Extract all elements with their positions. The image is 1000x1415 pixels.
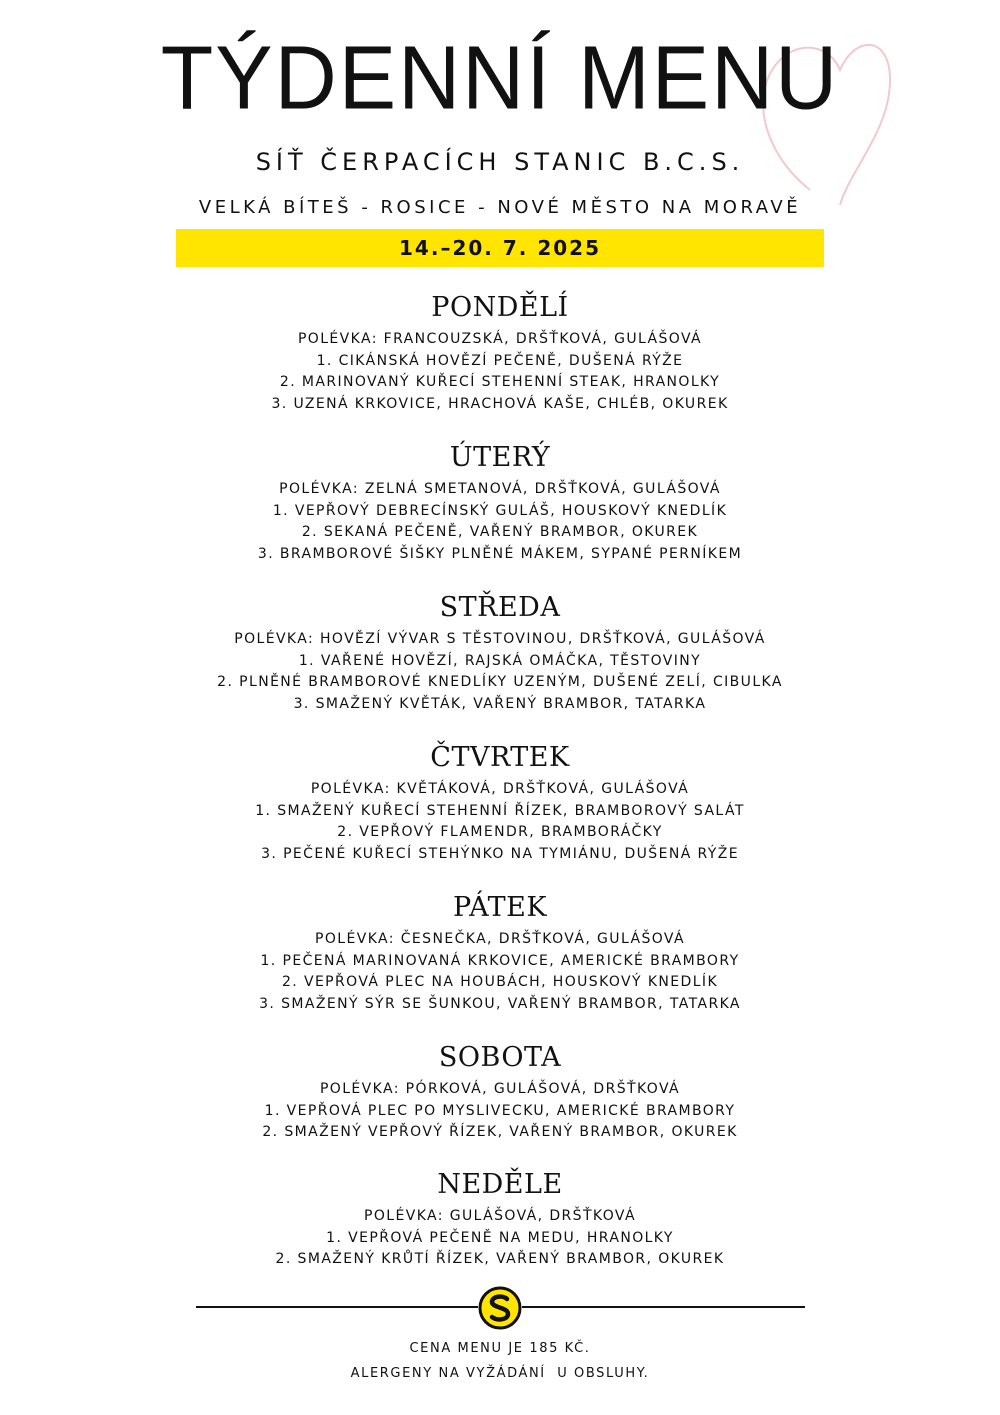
day-section-monday bbox=[0, 291, 1000, 416]
menu-line: 2. SMAŽENÝ VEPŘOVÝ ŘÍZEK, VAŘENÝ BRAMBOR, OKUREK bbox=[262, 1124, 738, 1141]
day-name: NEDĚLE bbox=[437, 1169, 563, 1200]
menu-line: 2. SEKANÁ PEČENĚ, VAŘENÝ BRAMBOR, OKUREK bbox=[301, 524, 699, 541]
allergens-note: ALERGENY NA VYŽÁDÁNÍ U OBSLUHY. bbox=[350, 1366, 650, 1381]
menu-line: 3. SMAŽENÝ SÝR SE ŠUNKOU, VAŘENÝ BRAMBOR, TATARKA bbox=[259, 996, 741, 1013]
menu-line: 1. VEPŘOVÁ PEČENĚ NA MEDU, HRANOLKY bbox=[326, 1229, 674, 1246]
day-section-friday bbox=[0, 891, 1000, 1016]
menu-line: 3. BRAMBOROVÉ ŠIŠKY PLNĚNÉ MÁKEM, SYPANÉ PERNÍKEM bbox=[257, 546, 743, 563]
menu-line: 1. PEČENÁ MARINOVANÁ KRKOVICE, AMERICKÉ BRAMBORY bbox=[260, 952, 740, 969]
day-name: ČTVRTEK bbox=[430, 742, 570, 773]
footer-divider-right bbox=[522, 1306, 805, 1308]
menu-line: 1. SMAŽENÝ KUŘECÍ STEHENNÍ ŘÍZEK, BRAMBOROVÝ SALÁT bbox=[255, 802, 745, 819]
footer-divider-left bbox=[196, 1306, 478, 1308]
menu-line: 1. VEPŘOVÁ PLEC PO MYSLIVECKU, AMERICKÉ BRAMBORY bbox=[264, 1102, 736, 1119]
menu-line: 1. CIKÁNSKÁ HOVĚZÍ PEČENĚ, DUŠENÁ RÝŽE bbox=[316, 352, 684, 369]
day-name: PÁTEK bbox=[452, 892, 548, 923]
menu-line: POLÉVKA: HOVĚZÍ VÝVAR S TĚSTOVINOU, DRŠŤKOVÁ, GULÁŠOVÁ bbox=[234, 631, 766, 647]
day-name: PONDĚLÍ bbox=[431, 292, 569, 323]
day-name: SOBOTA bbox=[438, 1042, 562, 1073]
day-name: STŘEDA bbox=[439, 592, 561, 623]
menu-line: 3. PEČENÉ KUŘECÍ STEHÝNKO NA TYMIÁNU, DUŠENÁ RÝŽE bbox=[261, 846, 739, 863]
day-section-tuesday bbox=[0, 441, 1000, 566]
page-subtitle: SÍŤ ČERPACÍCH STANIC B.C.S. bbox=[255, 148, 745, 176]
menu-line: POLÉVKA: ČESNEČKA, DRŠŤKOVÁ, GULÁŠOVÁ bbox=[315, 931, 685, 947]
menu-line: POLÉVKA: ZELNÁ SMETANOVÁ, DRŠŤKOVÁ, GULÁŠOVÁ bbox=[279, 481, 721, 497]
menu-line: 2. VEPŘOVÝ FLAMENDR, BRAMBORÁČKY bbox=[337, 824, 663, 841]
menu-line: POLÉVKA: KVĚTÁKOVÁ, DRŠŤKOVÁ, GULÁŠOVÁ bbox=[310, 781, 690, 797]
menu-line: 2. MARINOVANÝ KUŘECÍ STEHENNÍ STEAK, HRANOLKY bbox=[279, 374, 721, 391]
day-section-wednesday bbox=[0, 591, 1000, 716]
menu-line: 2. SMAŽENÝ KRŮTÍ ŘÍZEK, VAŘENÝ BRAMBOR, OKUREK bbox=[275, 1251, 725, 1268]
bcs-s-logo-icon bbox=[478, 1286, 522, 1330]
menu-line: 3. SMAŽENÝ KVĚTÁK, VAŘENÝ BRAMBOR, TATARKA bbox=[293, 696, 707, 713]
menu-line: POLÉVKA: GULÁŠOVÁ, DRŠŤKOVÁ bbox=[364, 1208, 636, 1224]
menu-line: POLÉVKA: FRANCOUZSKÁ, DRŠŤKOVÁ, GULÁŠOVÁ bbox=[297, 331, 703, 347]
menu-line: 3. UZENÁ KRKOVICE, HRACHOVÁ KAŠE, CHLÉB, OKUREK bbox=[271, 396, 729, 413]
page-title: TÝDENNÍ MENU bbox=[160, 27, 840, 129]
menu-line: 2. PLNĚNÉ BRAMBOROVÉ KNEDLÍKY UZENÝM, DUŠENÉ ZELÍ, CIBULKA bbox=[217, 674, 783, 691]
price-note: CENA MENU JE 185 KČ. bbox=[409, 1341, 591, 1356]
locations-line: VELKÁ BÍTEŠ - ROSICE - NOVÉ MĚSTO NA MORAVĚ bbox=[198, 197, 802, 218]
menu-line: 2. VEPŘOVÁ PLEC NA HOUBÁCH, HOUSKOVÝ KNEDLÍK bbox=[281, 974, 719, 991]
menu-line: 1. VEPŘOVÝ DEBRECÍNSKÝ GULÁŠ, HOUSKOVÝ KNEDLÍK bbox=[272, 502, 728, 519]
day-section-sunday bbox=[0, 1168, 1000, 1271]
day-section-thursday bbox=[0, 741, 1000, 866]
day-section-saturday bbox=[0, 1041, 1000, 1144]
day-name: ÚTERÝ bbox=[449, 442, 551, 473]
menu-line: 1. VAŘENÉ HOVĚZÍ, RAJSKÁ OMÁČKA, TĚSTOVINY bbox=[298, 652, 702, 669]
date-range-banner: 14.–20. 7. 2025 bbox=[176, 229, 824, 267]
menu-line: POLÉVKA: PÓRKOVÁ, GULÁŠOVÁ, DRŠŤKOVÁ bbox=[319, 1081, 681, 1097]
